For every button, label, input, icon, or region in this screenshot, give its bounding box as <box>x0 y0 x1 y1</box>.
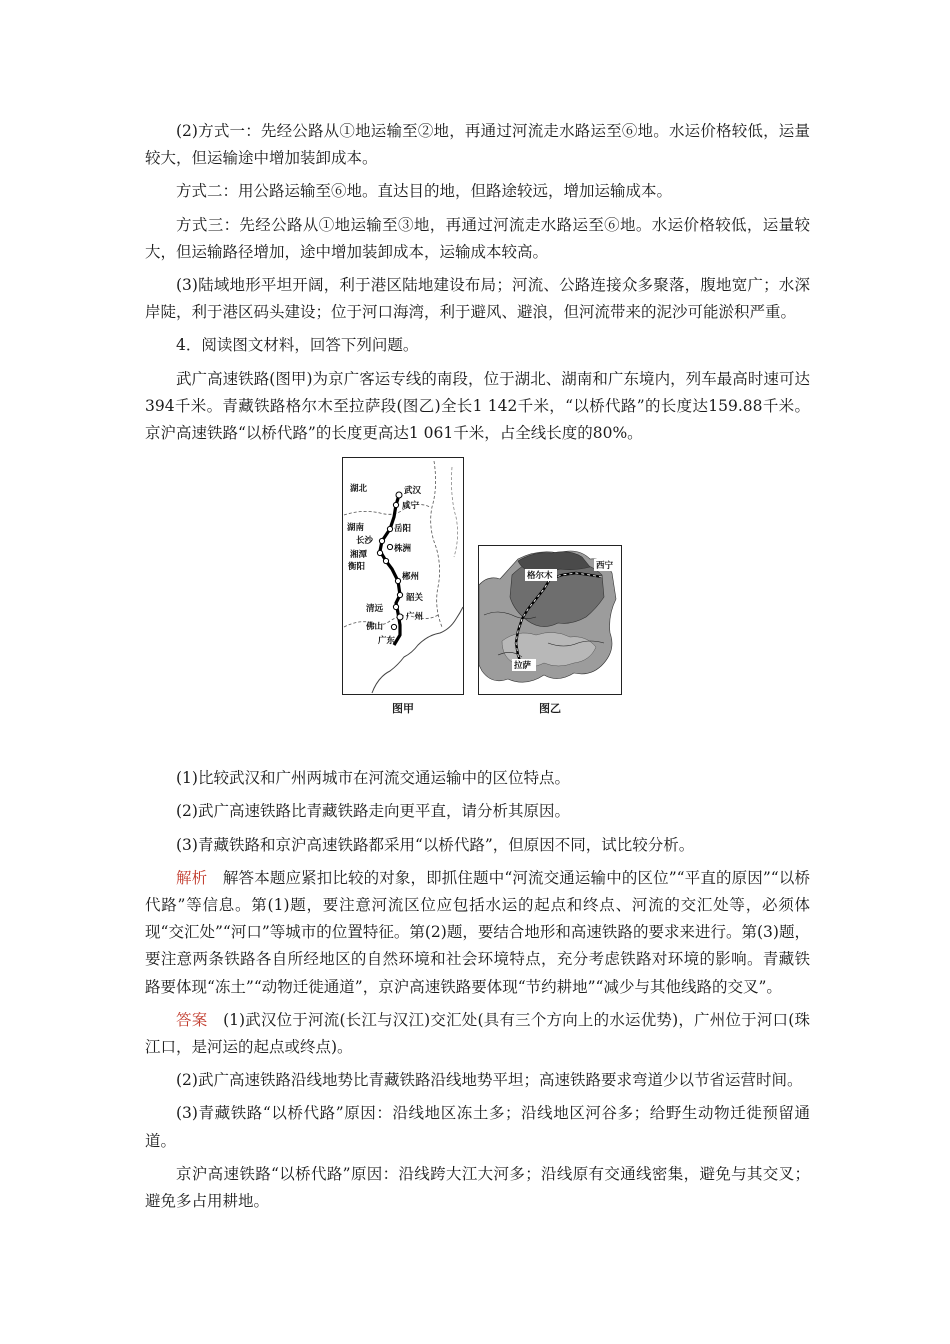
answer-label: 答案 <box>176 1010 208 1029</box>
figure-b-caption: 图乙 <box>539 702 561 716</box>
figure-a <box>342 457 464 716</box>
document-body <box>145 118 810 1215</box>
label-xining: 西宁 <box>596 561 614 572</box>
analysis-paragraph <box>145 865 810 1001</box>
station-hengyang <box>383 559 388 564</box>
label-changsha: 长沙 <box>356 536 374 547</box>
paragraph-method-two: 方式二：用公路运输至⑥地。直达目的地，但路途较远，增加运输成本。 <box>176 182 673 201</box>
station-xiangtan <box>377 551 382 556</box>
label-golmud: 格尔木 <box>527 571 553 582</box>
question-4-2: (2)武广高速铁路比青藏铁路走向更平直，请分析其原因。 <box>176 802 570 821</box>
label-xiangtan: 湘潭 <box>350 550 368 561</box>
figures <box>145 457 810 759</box>
station-changsha <box>379 539 384 544</box>
station-qingyuan <box>393 605 398 610</box>
question-4-1: (1)比较武汉和广州两城市在河流交通运输中的区位特点。 <box>176 769 570 788</box>
paragraph-method-one: (2)方式一：先经公路从①地运输至②地，再通过河流走水路运至⑥地。水运价格较低，运量较大，但运输途中增加装卸成本。 <box>145 122 810 168</box>
paragraph-method-three: 方式三：先经公路从①地运输至③地，再通过河流走水路运至⑥地。水运价格较低，运量较大，但运输路径增加，途中增加装卸成本，运输成本较高。 <box>145 215 810 261</box>
station-foshan <box>391 625 396 630</box>
label-chenzhou: 郴州 <box>402 572 420 583</box>
label-lhasa: 拉萨 <box>514 661 532 672</box>
label-hubei: 湖北 <box>350 484 368 495</box>
label-yueyang: 岳阳 <box>394 524 412 535</box>
answer-text-1: (1)武汉位于河流(长江与汉江)交汇处(具有三个方向上的水运优势)，广州位于河口(珠江口，是河运的起点或终点)。 <box>145 1010 810 1057</box>
figure-a-map <box>342 457 464 695</box>
question-4-material: 武广高速铁路(图甲)为京广客运专线的南段，位于湖北、湖南和广东境内，列车最高时速可达394千米。青藏铁路格尔木至拉萨段(图乙)全长1 142千米，“以桥代路”的长度达159.88千米。京沪高速铁路“以桥代路”的长度更高达1 061千米，占全线长度的80%。 <box>145 369 810 443</box>
station-zhuzhou <box>387 545 392 550</box>
figure-b <box>478 545 622 716</box>
answer-paragraph-3: (3)青藏铁路“以桥代路”原因：沿线地区冻土多；沿线地区河谷多；给野生动物迁徙预留通道。 <box>145 1104 810 1150</box>
analysis-label: 解析 <box>176 868 208 887</box>
label-hunan: 湖南 <box>347 523 365 534</box>
figure-a-caption: 图甲 <box>392 702 414 716</box>
answer-paragraph-1 <box>145 1007 810 1061</box>
label-zhuzhou: 株洲 <box>394 544 412 555</box>
paragraph-answer-3: (3)陆域地形平坦开阔，利于港区陆地建设布局；河流、公路连接众多聚落，腹地宽广；水深岸陡，利于港区码头建设；位于河口海湾，利于避风、避浪，但河流带来的泥沙可能淤积严重。 <box>145 276 810 322</box>
station-yueyang <box>387 527 392 532</box>
analysis-text: 解答本题应紧扣比较的对象，即抓住题中“河流交通运输中的区位”“平直的原因”“以桥代路”等信息。第(1)题，要注意河流区位应包括水运的起点和终点、河流的交汇处等，必须体现“交汇处”“河口”等城市的位置特征。第(2)题，要结合地形和高速铁路的要求来进行。第(3)题，要注意两条铁路各自所经地区的自然环境和社会环境特点，充分考虑铁路对环境的影响。青藏铁路要体现“冻土”“动物迁徙通道”，京沪高速铁路要体现“节约耕地”“减少与其他线路的交叉”。 <box>145 868 810 996</box>
label-shaoguan: 韶关 <box>406 593 424 604</box>
station-guangzhou <box>397 614 403 620</box>
label-foshan: 佛山 <box>366 622 384 633</box>
figure-b-map <box>478 545 622 695</box>
label-hengyang: 衡阳 <box>348 562 366 573</box>
answer-paragraph-4: 京沪高速铁路“以桥代路”原因：沿线跨大江大河多；沿线原有交通线密集，避免与其交叉；避免多占用耕地。 <box>145 1164 810 1211</box>
label-qingyuan: 清远 <box>366 604 384 615</box>
label-xianning: 咸宁 <box>402 501 420 512</box>
answer-paragraph-2: (2)武广高速铁路沿线地势比青藏铁路沿线地势平坦；高速铁路要求弯道少以节省运营时间。 <box>176 1071 803 1090</box>
question-4-title: 4．阅读图文材料，回答下列问题。 <box>176 336 419 355</box>
station-xianning <box>393 503 398 508</box>
label-guangzhou: 广州 <box>406 612 424 623</box>
label-guangdong: 广东 <box>378 636 396 647</box>
station-shaoguan <box>397 593 402 598</box>
station-wuhan <box>396 492 402 498</box>
label-wuhan: 武汉 <box>404 486 422 497</box>
question-4-3: (3)青藏铁路和京沪高速铁路都采用“以桥代路”，但原因不同，试比较分析。 <box>176 835 695 854</box>
station-chenzhou <box>395 579 400 584</box>
